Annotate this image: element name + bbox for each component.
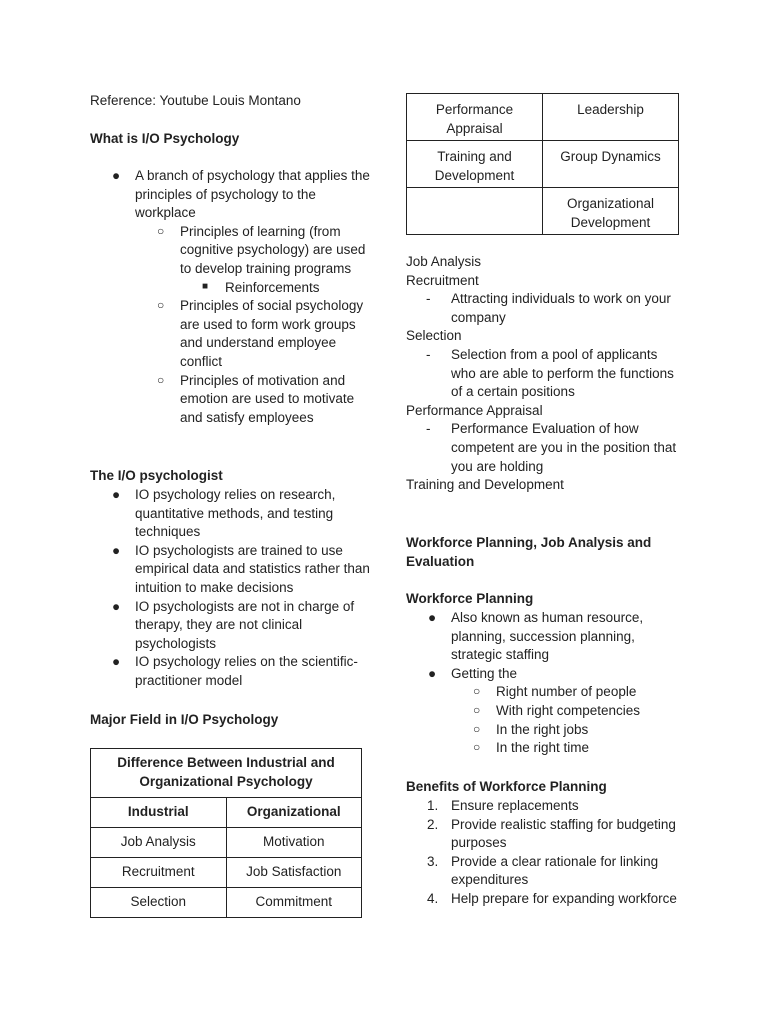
table-cell: Selection	[91, 888, 227, 918]
list-item: 1. Ensure replacements	[406, 797, 681, 816]
dash-marker: -	[426, 346, 431, 362]
table-row	[91, 828, 362, 858]
fields-table	[406, 93, 679, 235]
table-row	[407, 188, 679, 235]
table-cell: Recruitment	[91, 858, 227, 888]
number-marker: 2.	[427, 816, 439, 832]
list-item: ● A branch of psychology that applies the principles of psychology to the workplace ○ Principles of learning (from cognitive psychology) are used to develop training programs ■ Reinforcements ○ Principles of social psychology are used to form work groups and understand employee conflict ○ Principles of motivation and emotion are used to motivate and satisfy employees	[90, 167, 372, 427]
table-row	[91, 888, 362, 918]
list-item: ● Getting the ○ Right number of people ○ With right competencies ○ In the right jobs ○ In the right time	[406, 665, 681, 758]
psychologist-list	[90, 486, 372, 691]
what-is-heading: What is I/O Psychology	[90, 131, 240, 146]
table-cell: Group Dynamics	[543, 141, 679, 188]
list-item: - Selection from a pool of applicants who are able to perform the functions of a certain positions	[426, 346, 674, 400]
workforce-heading: Workforce Planning, Job Analysis and Evaluation	[406, 535, 652, 569]
table-cell: Training and Development	[407, 141, 543, 188]
list-item: ● Also known as human resource, planning, succession planning, strategic staffing	[428, 610, 644, 663]
training-label: Training and Development	[406, 477, 564, 493]
list-item: ○ Principles of motivation and emotion are used to motivate and satisfy employees	[157, 372, 355, 425]
column-header-industrial: Industrial	[91, 798, 227, 828]
benefits-list	[406, 797, 681, 909]
table-row	[407, 141, 679, 188]
circle-marker: ○	[157, 372, 165, 387]
square-marker: ■	[202, 280, 209, 292]
list-item: ○ Principles of learning (from cognitive psychology) are used to develop training programs ■ Reinforcements	[135, 223, 372, 297]
bullet-marker: ●	[112, 487, 121, 502]
number-marker: 4.	[427, 890, 439, 906]
table-cell: Commitment	[226, 888, 362, 918]
bullet-marker: ●	[428, 610, 437, 625]
major-field-heading: Major Field in I/O Psychology	[90, 712, 279, 727]
list-item: ● IO psychologists are not in charge of therapy, they are not clinical psychologists	[112, 598, 355, 651]
list-item: ● IO psychologists are trained to use empirical data and statistics rather than intuition to make decisions	[112, 542, 370, 595]
reference-line: Reference: Youtube Louis Montano	[90, 93, 301, 108]
performance-label: Performance Appraisal	[406, 402, 543, 418]
what-is-list	[90, 167, 372, 427]
workforce-planning-heading: Workforce Planning	[406, 591, 534, 606]
list-item: ○ With right competencies	[473, 702, 641, 718]
table-cell: Organizational Development	[543, 188, 679, 235]
table-cell: Job Satisfaction	[226, 858, 362, 888]
industrial-list	[406, 253, 681, 495]
table-row	[91, 858, 362, 888]
list-item: ○ Right number of people	[473, 684, 637, 700]
list-item: ● IO psychology relies on the scientific-practitioner model	[112, 654, 358, 688]
table-caption: Difference Between Industrial and Organizational Psychology	[91, 749, 362, 798]
workforce-list	[406, 609, 681, 758]
psychologist-heading: The I/O psychologist	[90, 468, 223, 483]
circle-marker: ○	[473, 740, 481, 755]
list-item: ○ In the right time	[473, 740, 590, 756]
bullet-marker: ●	[112, 654, 121, 670]
bullet-marker: ●	[112, 598, 121, 614]
list-item: ■ Reinforcements	[202, 279, 320, 295]
number-marker: 3.	[427, 853, 439, 869]
circle-marker: ○	[157, 298, 165, 313]
list-item: - Attracting individuals to work on your company	[426, 291, 671, 325]
list-item: 3. Provide a clear rationale for linking expenditures	[427, 853, 659, 888]
list-item: ○ Principles of social psychology are used to form work groups and understand employee conflict	[157, 298, 364, 369]
bullet-marker: ●	[112, 542, 121, 558]
job-analysis-label: Job Analysis	[406, 254, 482, 269]
table-cell	[407, 188, 543, 235]
list-item: 4. Help prepare for expanding workforce	[406, 890, 681, 909]
number-marker: 1.	[427, 798, 439, 813]
recruitment-label: Recruitment	[406, 272, 479, 288]
bullet-marker: ●	[428, 665, 437, 681]
difference-table	[90, 748, 362, 918]
circle-marker: ○	[157, 223, 165, 238]
circle-marker: ○	[473, 684, 481, 699]
dash-marker: -	[426, 291, 431, 307]
table-cell: Motivation	[226, 828, 362, 858]
circle-marker: ○	[473, 702, 481, 717]
list-item: - Performance Evaluation of how competent are you in the position that you are holding	[426, 421, 677, 474]
column-header-organizational: Organizational	[226, 798, 362, 828]
list-item: ○ In the right jobs	[473, 721, 589, 737]
list-item: ● IO psychology relies on research, quantitative methods, and testing techniques	[112, 487, 336, 540]
table-cell: Performance Appraisal	[407, 94, 543, 141]
table-row	[407, 94, 679, 141]
dash-marker: -	[426, 421, 431, 437]
bullet-marker: ●	[112, 168, 121, 183]
table-cell: Leadership	[543, 94, 679, 141]
circle-marker: ○	[473, 721, 481, 736]
list-item: 2. Provide realistic staffing for budgeting purposes	[427, 816, 676, 851]
benefits-heading: Benefits of Workforce Planning	[406, 779, 607, 794]
table-cell: Job Analysis	[91, 828, 227, 858]
selection-label: Selection	[406, 328, 462, 344]
